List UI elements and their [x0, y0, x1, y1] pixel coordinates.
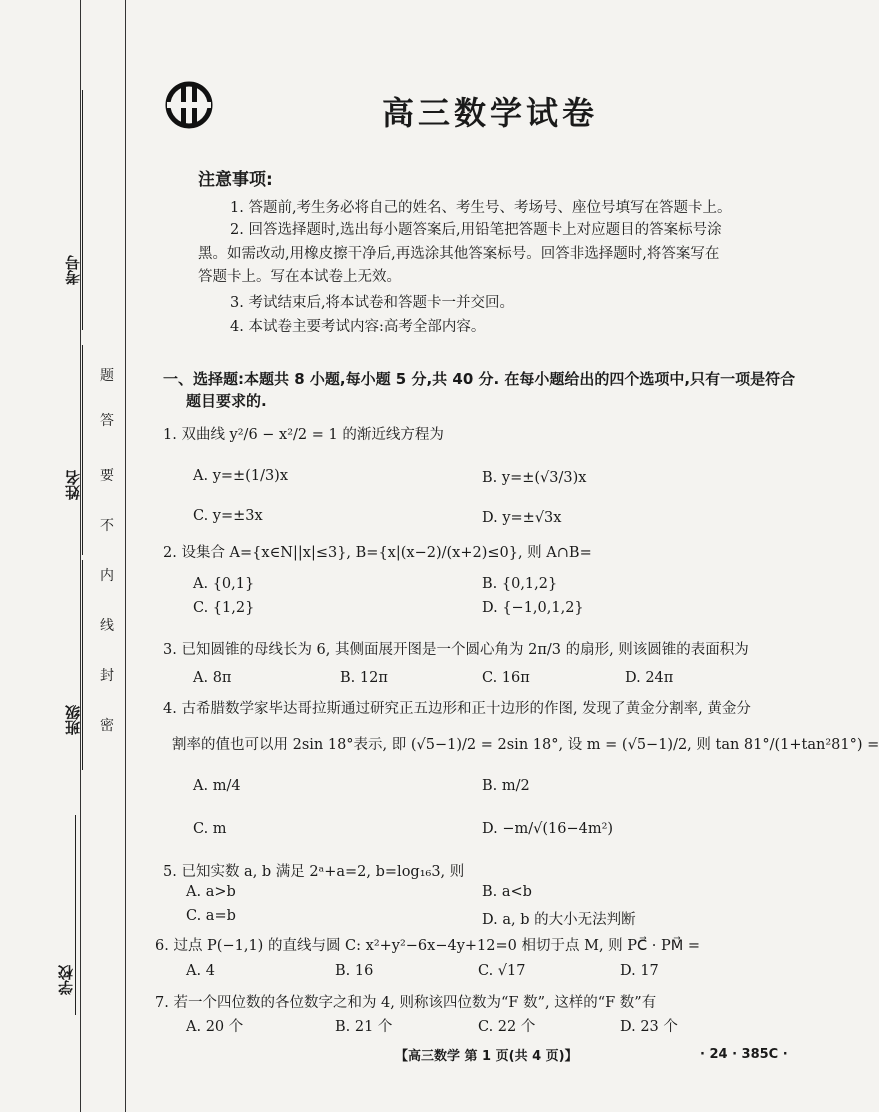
question-1-option-d: D. y=±√3x	[482, 510, 562, 526]
question-2-stem: 2. 设集合 A={x∈N||x|≤3}, B={x|(x−2)/(x+2)≤0}, 则 A∩B=	[163, 545, 592, 561]
seal-char-1: 题	[100, 368, 114, 384]
question-7-option-d: D. 23 个	[620, 1019, 678, 1035]
question-1-option-a: A. y=±(1/3)x	[193, 468, 289, 484]
exam-no-underline	[82, 90, 83, 330]
question-5-option-b: B. a<b	[482, 884, 532, 900]
question-4-option-d: D. −m/√(16−4m²)	[482, 821, 614, 837]
question-2-option-a: A. {0,1}	[193, 576, 255, 592]
question-2-option-d: D. {−1,0,1,2}	[482, 600, 584, 616]
question-5-stem: 5. 已知实数 a, b 满足 2ᵃ+a=2, b=log₁₆3, 则	[163, 864, 465, 880]
question-6-option-d: D. 17	[620, 963, 659, 979]
question-5-option-d: D. a, b 的大小无法判断	[482, 912, 636, 928]
name-label: 姓名	[64, 470, 82, 500]
notice-heading: 注意事项:	[198, 170, 273, 190]
paper-code: · 24 · 385C ·	[700, 1047, 788, 1062]
question-4-stem: 4. 古希腊数学家毕达哥拉斯通过研究正五边形和正十边形的作图, 发现了黄金分割率, 黄金分	[163, 701, 751, 717]
question-6-option-c: C. √17	[478, 963, 526, 979]
page-title: 高三数学试卷	[382, 94, 599, 132]
seal-char-2: 答	[100, 413, 114, 429]
seal-char-3: 要	[100, 468, 114, 484]
question-3-option-b: B. 12π	[340, 670, 388, 686]
publisher-logo-icon	[164, 80, 214, 130]
seal-char-5: 内	[100, 568, 114, 584]
notice-item-1: 1. 答题前,考生务必将自己的姓名、考生号、考场号、座位号填写在答题卡上。	[230, 200, 732, 216]
question-6-option-a: A. 4	[186, 963, 215, 979]
seal-char-6: 线	[100, 618, 114, 634]
question-7-option-c: C. 22 个	[478, 1019, 536, 1035]
page-footer: 【高三数学 第 1 页(共 4 页)】	[395, 1049, 578, 1064]
binding-line-outer	[80, 0, 81, 1112]
question-6-option-b: B. 16	[335, 963, 374, 979]
notice-item-2-end: 答题卡上。写在本试卷上无效。	[198, 269, 401, 285]
question-2-option-c: C. {1,2}	[193, 600, 255, 616]
question-3-stem: 3. 已知圆锥的母线长为 6, 其侧面展开图是一个圆心角为 2π/3 的扇形, 则该圆锥的表面积为	[163, 642, 749, 658]
question-4-option-c: C. m	[193, 821, 227, 837]
question-6-stem: 6. 过点 P(−1,1) 的直线与圆 C: x²+y²−6x−4y+12=0 相切于点 M, 则 PC⃗ · PM⃗ =	[155, 938, 701, 954]
seal-char-8: 密	[100, 718, 114, 734]
question-4-option-b: B. m/2	[482, 778, 530, 794]
school-label: 学校	[57, 965, 75, 995]
name-underline	[82, 345, 83, 555]
section-heading: 一、选择题:本题共 8 小题,每小题 5 分,共 40 分. 在每小题给出的四个选项中,只有一项是符合	[163, 370, 796, 388]
notice-item-2-cont: 黑。如需改动,用橡皮擦干净后,再选涂其他答案标号。回答非选择题时,将答案写在	[198, 246, 720, 262]
notice-item-4: 4. 本试卷主要考试内容:高考全部内容。	[230, 319, 486, 335]
school-underline	[75, 815, 76, 1015]
question-1-stem: 1. 双曲线 y²/6 − x²/2 = 1 的渐近线方程为	[163, 427, 444, 443]
question-5-option-a: A. a>b	[186, 884, 236, 900]
question-1-option-c: C. y=±3x	[193, 508, 263, 524]
question-5-option-c: C. a=b	[186, 908, 236, 924]
question-7-option-a: A. 20 个	[186, 1019, 244, 1035]
section-heading-cont: 题目要求的.	[186, 392, 267, 410]
notice-item-3: 3. 考试结束后,将本试卷和答题卡一并交回。	[230, 295, 515, 311]
question-3-option-c: C. 16π	[482, 670, 530, 686]
question-7-option-b: B. 21 个	[335, 1019, 393, 1035]
question-1-option-b: B. y=±(√3/3)x	[482, 470, 587, 486]
seal-char-7: 封	[100, 668, 114, 684]
question-7-stem: 7. 若一个四位数的各位数字之和为 4, 则称该四位数为“F 数”, 这样的“F 数”有	[155, 995, 657, 1011]
question-2-option-b: B. {0,1,2}	[482, 576, 558, 592]
exam-no-label: 考号	[64, 255, 82, 285]
question-4-stem-cont: 割率的值也可以用 2sin 18°表示, 即 (√5−1)/2 = 2sin 18°, 设 m = (√5−1)/2, 则 tan 81°/(1+tan²81°) =	[172, 737, 879, 753]
question-4-option-a: A. m/4	[193, 778, 241, 794]
class-underline	[82, 560, 83, 770]
notice-item-2: 2. 回答选择题时,选出每小题答案后,用铅笔把答题卡上对应题目的答案标号涂	[230, 222, 722, 238]
question-3-option-a: A. 8π	[193, 670, 232, 686]
seal-char-4: 不	[100, 518, 114, 534]
class-label: 班级	[64, 705, 82, 735]
question-3-option-d: D. 24π	[625, 670, 674, 686]
binding-line-inner	[125, 0, 126, 1112]
